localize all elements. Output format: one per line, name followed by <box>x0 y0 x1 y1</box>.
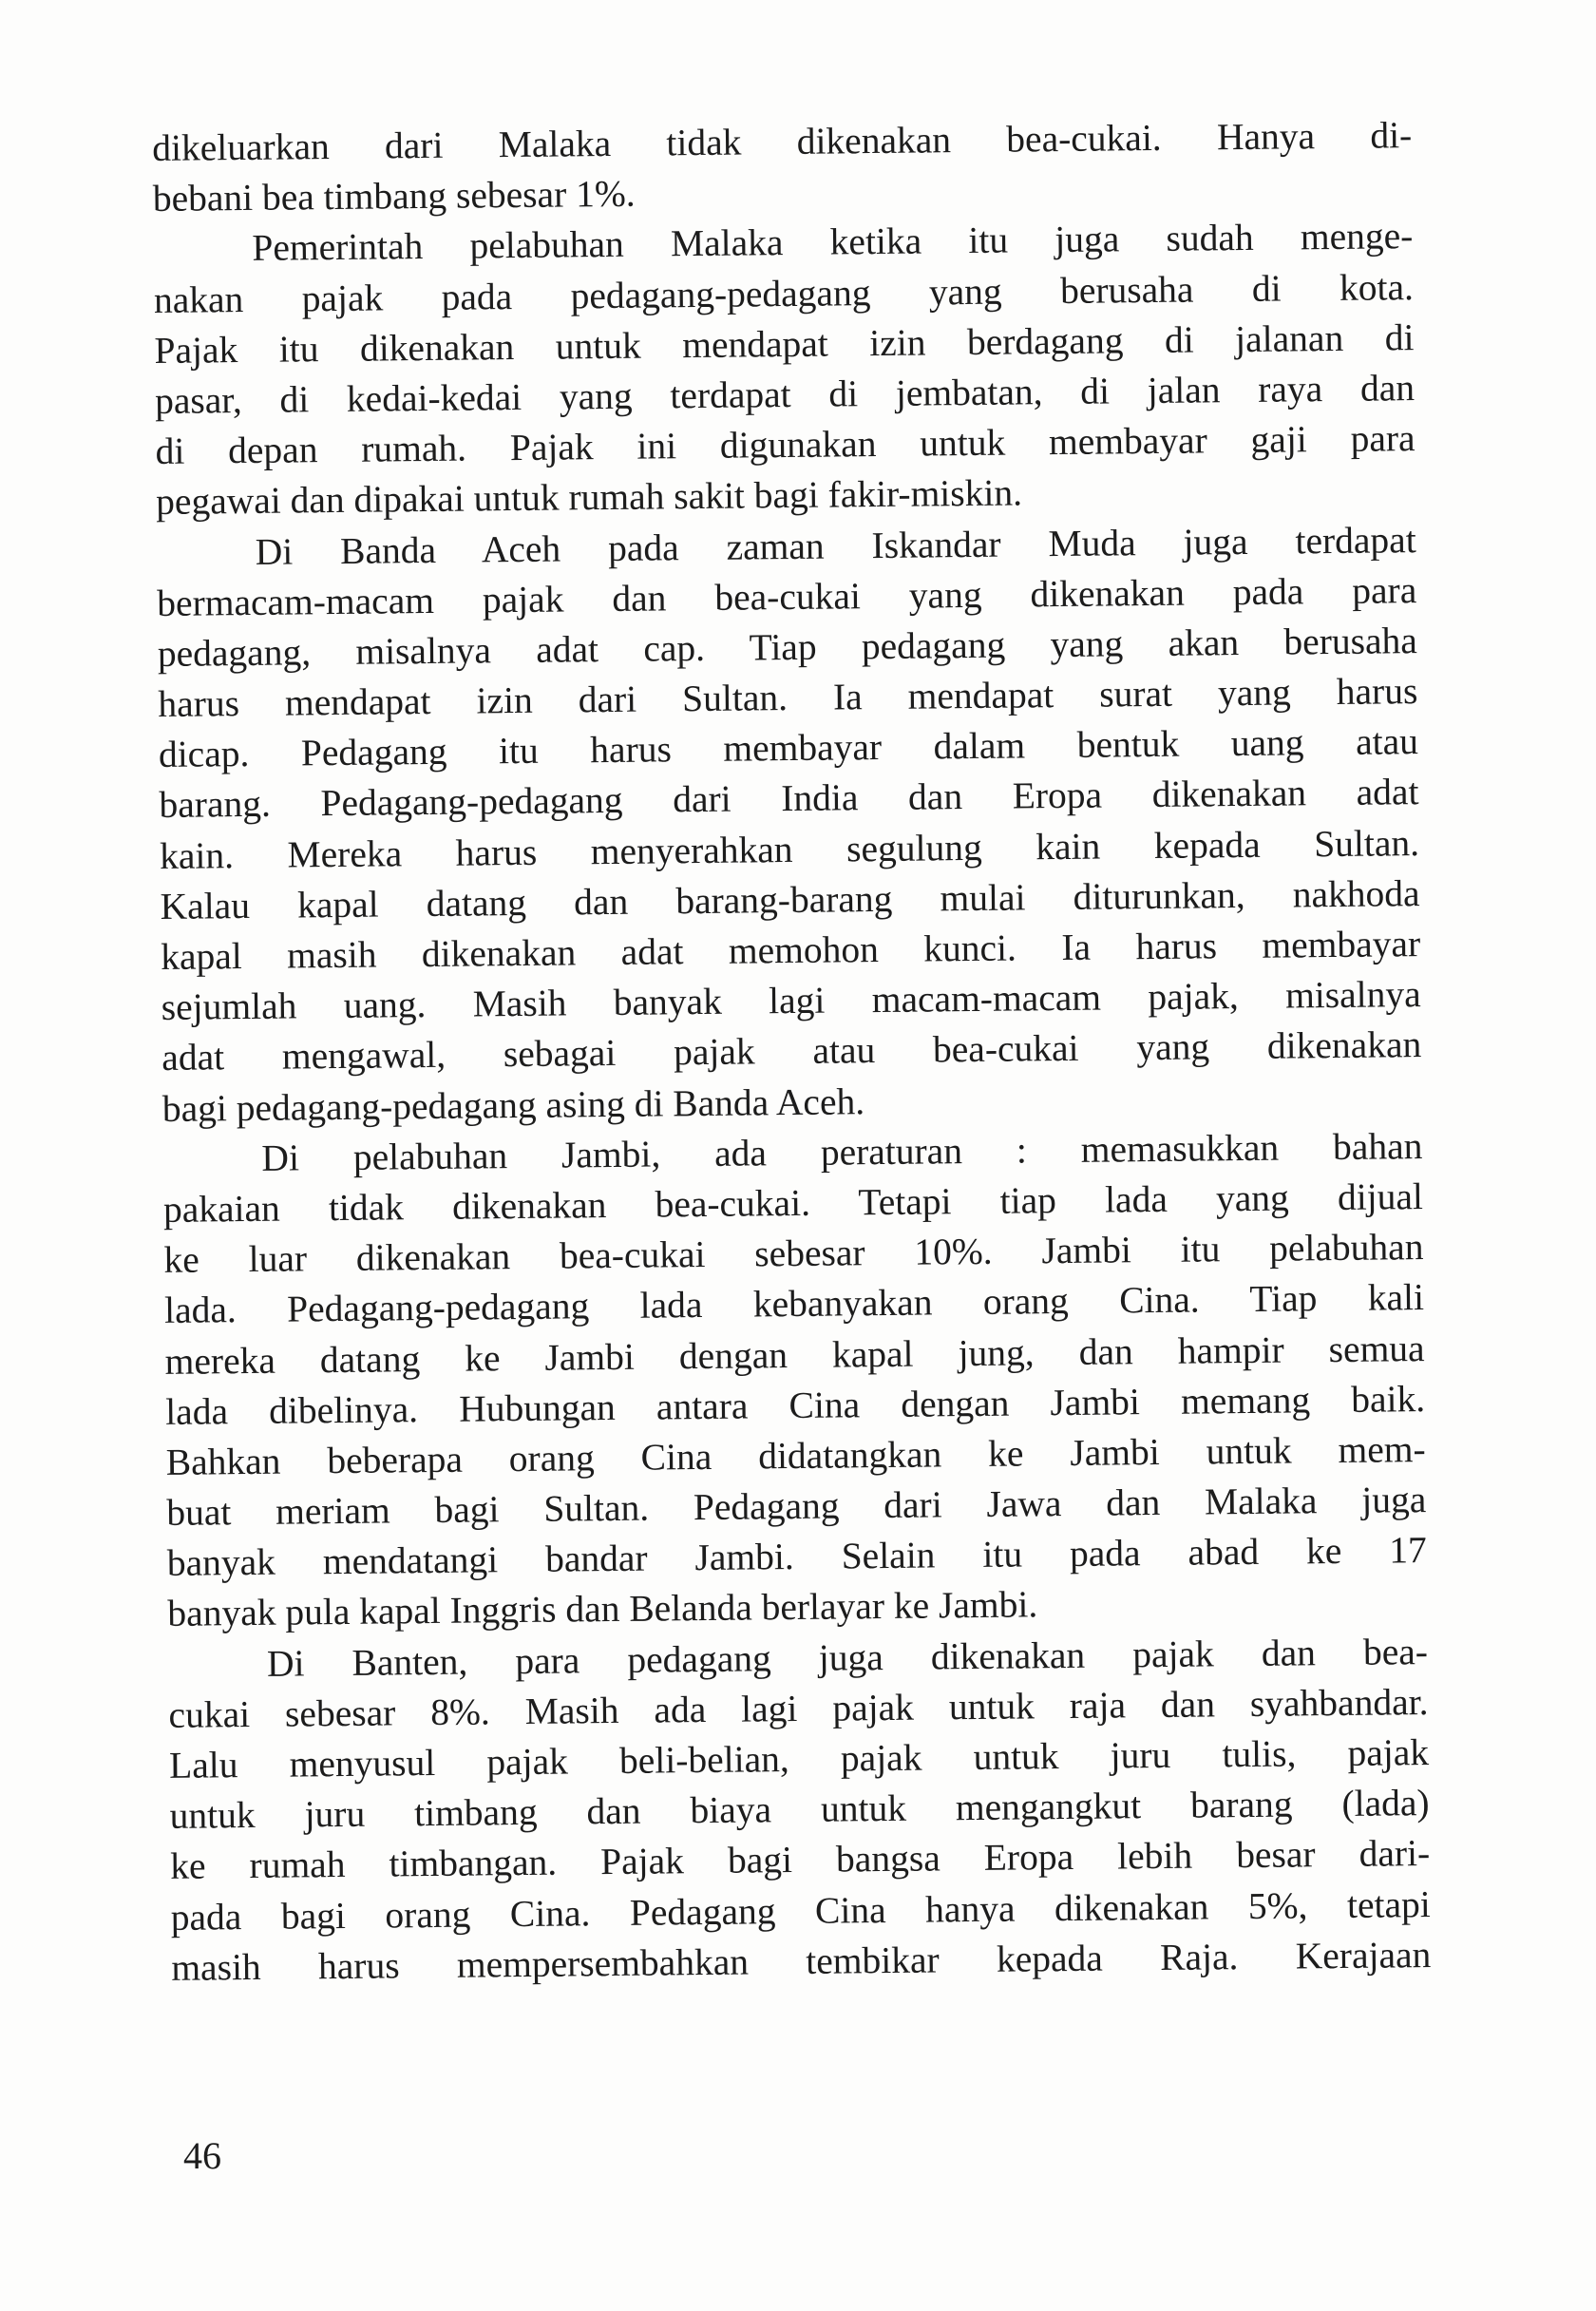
text-line: pasar, di kedai-kedai yang terdapat di jembatan, di jalan raya dan <box>154 367 1416 422</box>
text-line: Lalu menyusul pajak beli-belian, pajak untuk juru tulis, pajak <box>168 1731 1430 1786</box>
text-line: bagi pedagang-pedagang asing di Banda Aceh. <box>162 1079 865 1130</box>
text-line: dicap. Pedagang itu harus membayar dalam bentuk uang atau <box>158 720 1419 776</box>
text-line: cukai sebesar 8%. Masih ada lagi pajak untuk raja dan syahbandar. <box>168 1680 1429 1736</box>
text-line: ke luar dikenakan bea-cukai sebesar 10%. Jambi itu pelabuhan <box>163 1226 1424 1282</box>
text-line: Di Banten, para pedagang juga dikenakan pajak dan bea- <box>266 1630 1429 1685</box>
text-line: masih harus mempersembahkan tembikar kepada Raja. Kerajaan <box>171 1933 1432 1989</box>
text-line: mereka datang ke Jambi dengan kapal jung, dan hampir semua <box>164 1327 1425 1383</box>
page-number: 46 <box>183 2134 221 2177</box>
text-line: Bahkan beberapa orang Cina didatangkan ke Jambi untuk mem- <box>165 1427 1426 1483</box>
text-line: pakaian tidak dikenakan bea-cukai. Tetapi tiap lada yang dijual <box>162 1175 1424 1231</box>
text-line: banyak pula kapal Inggris dan Belanda berlayar ke Jambi. <box>167 1583 1038 1635</box>
text-line: lada dibelinya. Hubungan antara Cina dengan Jambi memang baik. <box>164 1377 1426 1433</box>
text-line: lada. Pedagang-pedagang lada kebanyakan orang Cina. Tiap kali <box>163 1276 1425 1332</box>
text-line: di depan rumah. Pajak ini digunakan untuk membayar gaji para <box>155 417 1416 473</box>
text-line: banyak mendatangi bandar Jambi. Selain itu pada abad ke 17 <box>166 1529 1428 1585</box>
text-line: Di Banda Aceh pada zaman Iskandar Muda juga terdapat <box>255 518 1416 573</box>
text-line: nakan pajak pada pedagang-pedagang yang berusaha di kota. <box>153 265 1415 321</box>
text-line: pegawai dan dipakai untuk rumah sakit bagi fakir-miskin. <box>155 471 1023 524</box>
text-line: Pemerintah pelabuhan Malaka ketika itu juga sudah menge- <box>252 215 1414 270</box>
text-line: kapal masih dikenakan adat memohon kunci. Ia harus membayar <box>160 923 1421 978</box>
text-line: Di pelabuhan Jambi, ada peraturan : memasukkan bahan <box>261 1124 1423 1179</box>
text-line: dikeluarkan dari Malaka tidak dikenakan bea-cukai. Hanya di- <box>152 114 1413 169</box>
text-line: buat meriam bagi Sultan. Pedagang dari Jawa dan Malaka juga <box>166 1479 1427 1534</box>
text-line: ke rumah timbangan. Pajak bagi bangsa Eropa lebih besar dari- <box>169 1832 1431 1888</box>
text-line: sejumlah uang. Masih banyak lagi macam-macam pajak, misalnya <box>161 973 1421 1029</box>
text-line: bermacam-macam pajak dan bea-cukai yang dikenakan pada para <box>157 568 1417 624</box>
text-line: Pajak itu dikenakan untuk mendapat izin berdagang di jalanan di <box>154 315 1415 372</box>
text-line: adat mengawal, sebagai pajak atau bea-cukai yang dikenakan <box>162 1023 1422 1079</box>
text-line: barang. Pedagang-pedagang dari India dan Eropa dikenakan adat <box>159 771 1419 827</box>
text-line: Kalau kapal datang dan barang-barang mulai diturunkan, nakhoda <box>160 871 1420 927</box>
text-line: bebani bea timbang sebesar 1%. <box>152 172 636 220</box>
text-line: harus mendapat izin dari Sultan. Ia mendapat surat yang harus <box>158 670 1418 726</box>
text-line: pedagang, misalnya adat cap. Tiap pedagang yang akan berusaha <box>157 619 1417 675</box>
text-line: pada bagi orang Cina. Pedagang Cina hanya dikenakan 5%, tetapi <box>170 1882 1431 1939</box>
text-line: untuk juru timbang dan biaya untuk mengangkut barang (lada) <box>169 1782 1430 1838</box>
body-text <box>152 110 1432 1994</box>
text-line: kain. Mereka harus menyerahkan segulung kain kepada Sultan. <box>159 821 1420 877</box>
